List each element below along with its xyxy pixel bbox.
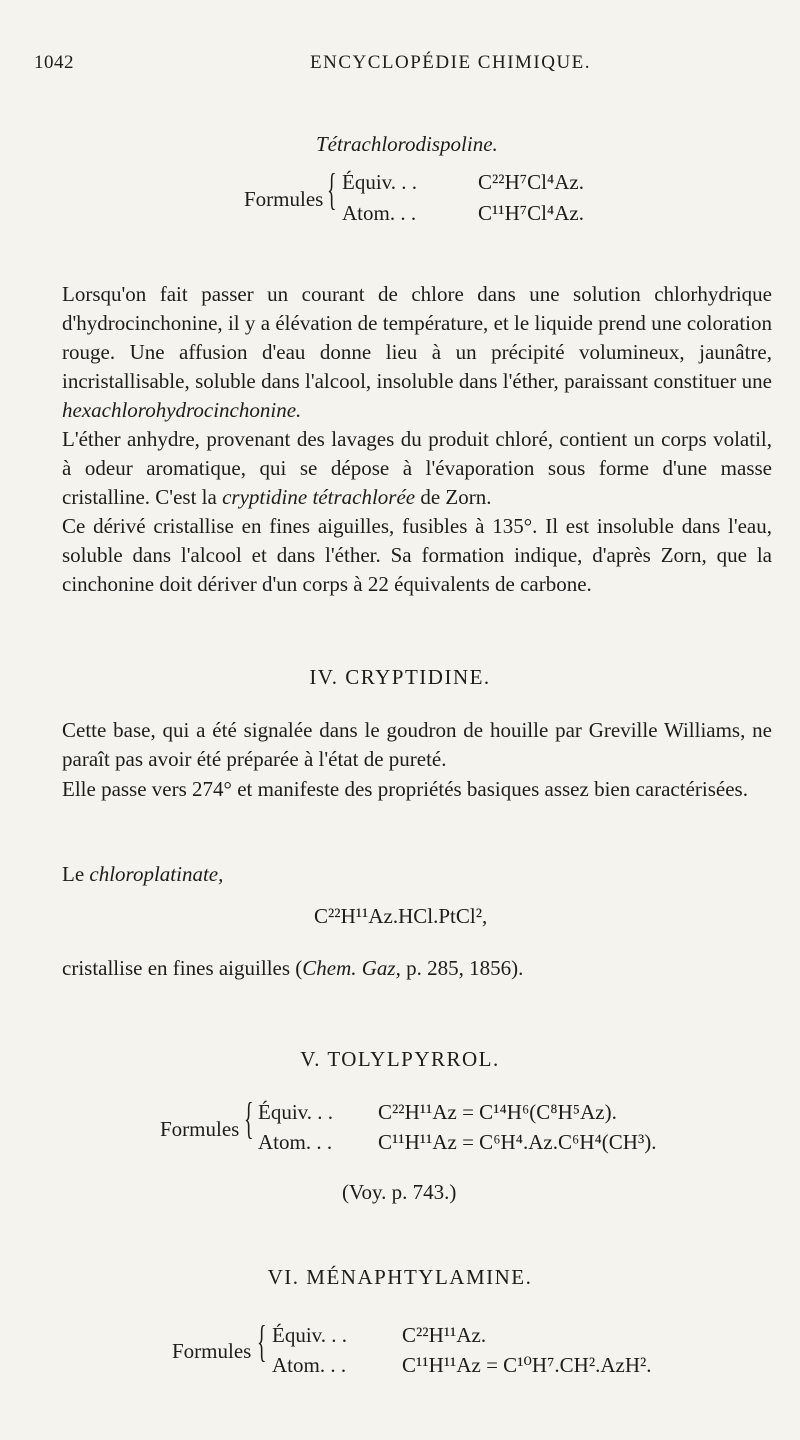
equiv-label: Équiv. . . [342, 170, 418, 194]
page-number: 1042 [34, 52, 74, 73]
formulas-label: Formules [160, 1117, 240, 1141]
atom-formula: C¹¹H¹¹Az = C⁶H⁴.Az.C⁶H⁴(CH³). [378, 1130, 657, 1154]
equiv-formula: C²²H¹¹Az = C¹⁴H⁶(C⁸H⁵Az). [378, 1100, 617, 1124]
paragraph-cryptidine-1 [62, 716, 772, 774]
atom-label: Atom. . . [258, 1130, 333, 1154]
paragraph-text: Ce dérivé cristallise en fines aiguilles, fusibles à 135°. Il est insoluble dans l'eau, soluble dans l'alcool et dans l'éther. Sa formation indique, d'après Zorn, que la cinchonine doit dériver d'un corps à 22 équivalents de carbone. [62, 514, 772, 596]
italic-term: chloroplatinate, [89, 862, 224, 886]
equiv-formula: C²²H¹¹Az. [402, 1323, 487, 1347]
paragraph-text: L'éther anhydre, provenant des lavages du produit chloré, contient un corps volatil, à odeur aromatique, qui se dépose à l'évaporation sous forme d'une masse cristalline. C'est la [62, 427, 772, 509]
chloroplatinate-formula: C²²H¹¹Az.HCl.PtCl², [314, 904, 488, 928]
paragraph-text: Elle passe vers 274° et manifeste des propriétés basiques assez bien caractérisées. [62, 777, 748, 801]
equiv-formula: C²²H⁷Cl⁴Az. [478, 170, 584, 194]
paragraph-text: , p. 285, 1856). [395, 956, 524, 980]
citation-line [62, 956, 523, 981]
paragraph-text: cristallise en fines aiguilles ( [62, 956, 303, 980]
paragraph-text: Cette base, qui a été signalée dans le goudron de houille par Greville Williams, ne paraît pas avoir été préparée à l'état de pureté. [62, 718, 772, 771]
paragraph-text: Lorsqu'on fait passer un courant de chlore dans une solution chlorhydrique d'hydrocinchonine, il y a élévation de température, et le liquide prend une coloration rouge. Une affusion d'eau donne lieu à un précipité volumineux, jaunâtre, incristallisable, soluble dans l'alcool, insoluble dans l'éther, paraissant constituer une [62, 282, 772, 393]
section-heading-menaphtylamine: VI. MÉNAPHTYLAMINE. [267, 1265, 533, 1289]
brace-icon: { [257, 1317, 267, 1366]
section-title-tetrachlorodispoline: Tétrachlorodispoline. [316, 132, 498, 156]
chloroplatinate-line [62, 862, 223, 887]
paragraph-derive [62, 512, 772, 599]
paragraph-text: de Zorn. [415, 485, 492, 509]
brace-icon: { [327, 165, 337, 214]
section-heading-tolylpyrrol: V. TOLYLPYRROL. [300, 1047, 500, 1071]
paragraph-ether [62, 425, 772, 512]
formulas-label: Formules [172, 1339, 252, 1363]
italic-term: cryptidine tétrachlorée [222, 485, 416, 509]
equiv-label: Équiv. . . [258, 1100, 334, 1124]
atom-formula: C¹¹H¹¹Az = C¹⁰H⁷.CH².AzH². [402, 1353, 652, 1377]
formulas-label: Formules [244, 187, 324, 211]
brace-icon: { [244, 1094, 254, 1143]
atom-label: Atom. . . [272, 1353, 347, 1377]
atom-label: Atom. . . [342, 201, 417, 225]
paragraph-cryptidine-2 [62, 775, 772, 804]
running-title: ENCYCLOPÉDIE CHIMIQUE. [310, 52, 592, 73]
section-heading-cryptidine: IV. CRYPTIDINE. [309, 665, 491, 689]
page-reference: (Voy. p. 743.) [342, 1180, 457, 1204]
atom-formula: C¹¹H⁷Cl⁴Az. [478, 201, 584, 225]
italic-term: hexachlorohydrocinchonine. [62, 398, 302, 422]
journal-name: Chem. Gaz [302, 956, 396, 980]
paragraph-text: Le [62, 862, 90, 886]
equiv-label: Équiv. . . [272, 1323, 348, 1347]
paragraph-hydrocinchonine [62, 280, 772, 425]
